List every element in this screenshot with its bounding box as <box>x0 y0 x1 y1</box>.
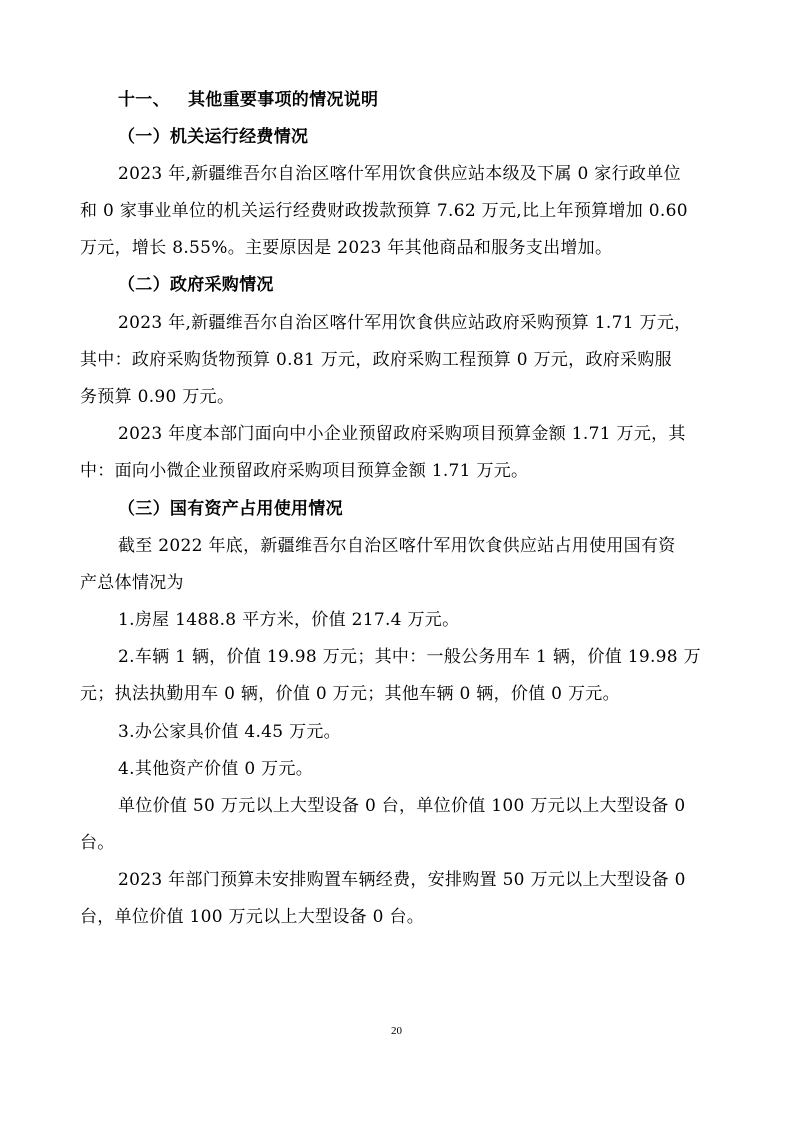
paragraph-line: 务预算 0.90 万元。 <box>80 387 235 407</box>
subsection-heading-1: （一）机关运行经费情况 <box>118 127 309 147</box>
paragraph-line: 产总体情况为 <box>80 573 184 593</box>
paragraph-line: 台，单位价值 100 万元以上大型设备 0 台。 <box>80 907 425 927</box>
list-item: 4.其他资产价值 0 万元。 <box>118 759 314 779</box>
section-number: 十一、 <box>118 90 170 110</box>
section-heading <box>118 88 718 112</box>
page-number: 20 <box>391 1025 402 1037</box>
list-item: 3.办公家具价值 4.45 万元。 <box>118 722 341 742</box>
paragraph-line: 2023 年,新疆维吾尔自治区喀什军用饮食供应站政府采购预算 1.71 万元， <box>118 313 692 333</box>
list-item: 2.车辆 1 辆，价值 19.98 万元；其中：一般公务用车 1 辆，价值 19.98 万 <box>118 647 701 667</box>
subsection-heading-3: （三）国有资产占用使用情况 <box>118 499 343 519</box>
paragraph-line: 2023 年部门预算未安排购置车辆经费，安排购置 50 万元以上大型设备 0 <box>118 870 686 890</box>
paragraph-line: 截至 2022 年底，新疆维吾尔自治区喀什军用饮食供应站占用使用国有资 <box>118 536 676 556</box>
paragraph-line: 单位价值 50 万元以上大型设备 0 台，单位价值 100 万元以上大型设备 0 <box>118 796 686 816</box>
list-item: 1.房屋 1488.8 平方米，价值 217.4 万元。 <box>118 610 460 630</box>
subsection-heading-2: （二）政府采购情况 <box>118 275 274 295</box>
paragraph-line: 和 0 家事业单位的机关运行经费财政拨款预算 7.62 万元,比上年预算增加 0.60 <box>80 201 688 221</box>
paragraph-line: 2023 年度本部门面向中小企业预留政府采购项目预算金额 1.71 万元，其 <box>118 424 686 444</box>
section-title: 其他重要事项的情况说明 <box>188 90 379 110</box>
paragraph-line: 台。 <box>80 833 115 853</box>
paragraph-line: 万元，增长 8.55%。主要原因是 2023 年其他商品和服务支出增加。 <box>80 238 613 258</box>
paragraph-line: 2023 年,新疆维吾尔自治区喀什军用饮食供应站本级及下属 0 家行政单位 <box>118 164 681 184</box>
paragraph-line: 中：面向小微企业预留政府采购项目预算金额 1.71 万元。 <box>80 461 529 481</box>
list-item-continuation: 元；执法执勤用车 0 辆，价值 0 万元；其他车辆 0 辆，价值 0 万元。 <box>80 684 620 704</box>
paragraph-line: 其中：政府采购货物预算 0.81 万元，政府采购工程预算 0 万元，政府采购服 <box>80 350 672 370</box>
